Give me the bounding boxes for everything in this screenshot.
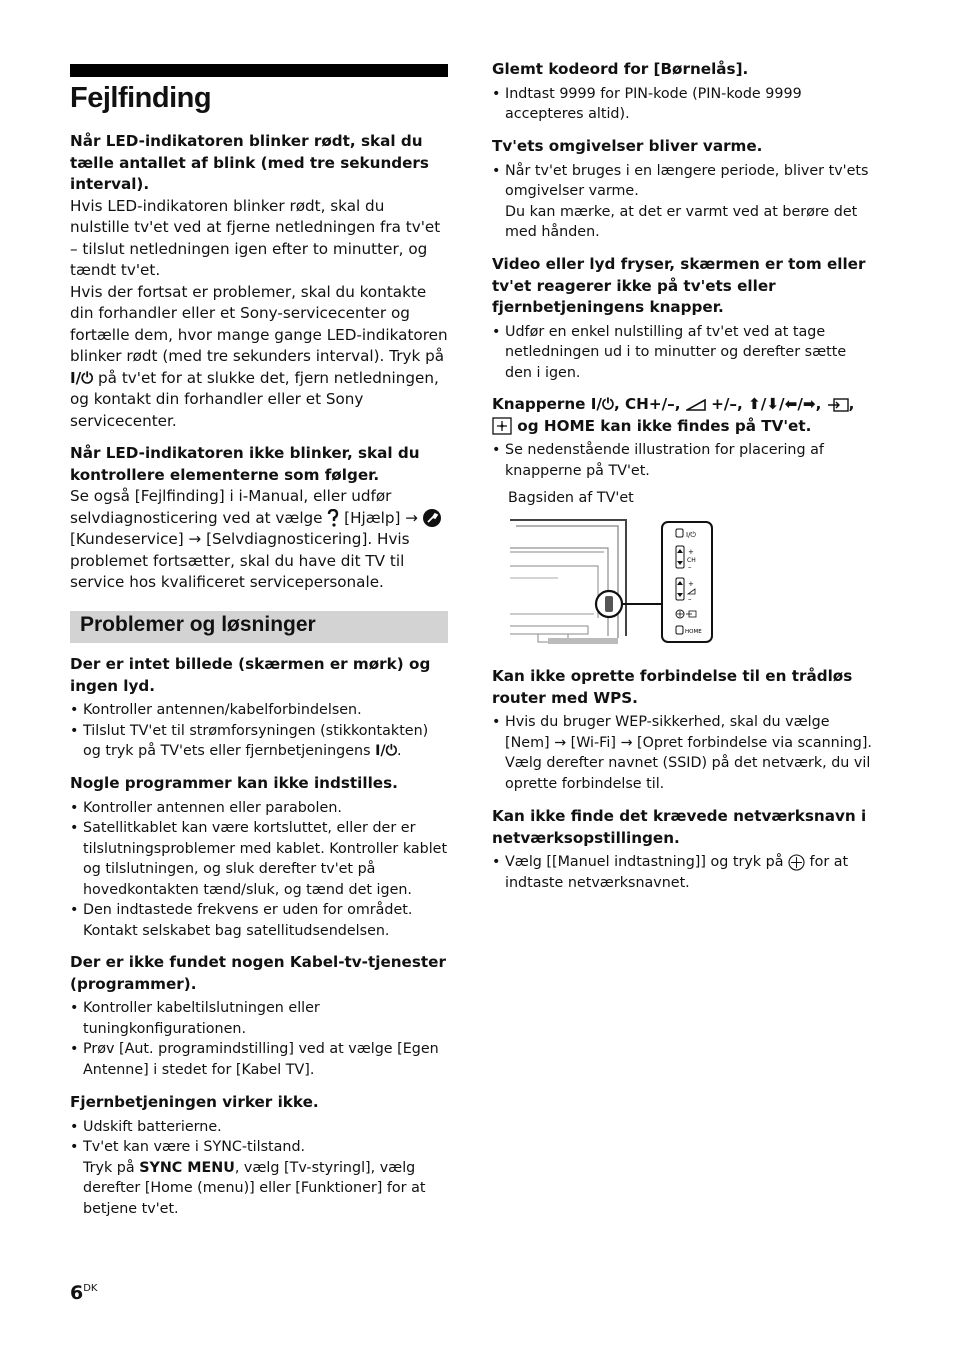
led-none-heading: Når LED-indikatoren ikke blinker, skal du kontrollere elementerne som følger. [70, 444, 420, 484]
led-none-block [70, 443, 448, 594]
answer-list [492, 161, 872, 243]
answer-list [70, 798, 448, 942]
question-heading: Nogle programmer kan ikke indstilles. [70, 774, 398, 792]
text-run: , CH+/–, [613, 395, 686, 413]
problem-remote [70, 1092, 448, 1219]
problem-buttons [492, 394, 872, 481]
sync-menu-label: SYNC MENU [139, 1159, 235, 1176]
home-label: HOME [685, 629, 702, 635]
title-bar [70, 64, 448, 77]
text-run: Hvis du bruger WEP-sikkerhed, skal du vælge [Nem] [505, 714, 830, 751]
problem-warm [492, 136, 872, 243]
text-run: [Selvdiagnosticering]. Hvis problemet fortsætter, skal du have dit TV til service hos kvalificeret servicepersonale. [70, 530, 410, 591]
led-red-paragraph-1: Hvis LED-indikatoren blinker rødt, skal du nulstille tv'et ved at fjerne netledningen fra tv'et – tilslut netledningen igen efter to minutter, og tændt tv'et. [70, 196, 441, 279]
text-run: Tv'et kan være i SYNC-tilstand. [83, 1139, 306, 1155]
page-number [70, 1282, 98, 1304]
text-run: [Wi-Fi] [566, 734, 621, 751]
problem-no-picture [70, 654, 448, 762]
led-red-paragraph-2 [70, 282, 448, 433]
text-run: . [396, 743, 402, 759]
text-run: +/–, [705, 395, 749, 413]
minus-label: – [688, 563, 692, 571]
text-run: [Kundeservice] [70, 530, 189, 548]
text-run: Vælg [[Manuel indtastning]] og tryk på [505, 854, 789, 870]
list-item [70, 1137, 448, 1219]
text-run: Du kan mærke, at det er varmt ved at berøre det med hånden. [505, 203, 858, 240]
help-icon [327, 509, 339, 527]
power-icon: I/⏻ [70, 368, 94, 387]
question-heading [492, 394, 872, 437]
problem-freeze [492, 254, 872, 383]
question-heading: Tv'ets omgivelser bliver varme. [492, 137, 763, 155]
page-number-suffix: DK [83, 1283, 98, 1294]
arrow-icon: → [554, 734, 567, 751]
section-title: Problemer og løsninger [80, 613, 316, 636]
text-run: , [848, 395, 855, 413]
text-run: Hvis der fortsat er problemer, skal du kontakte din forhandler eller et Sony-servicecenter og fortælle dem, hvor mange gange LED-indikatoren blinker rødt (med tre sekunders interval). Tryk på [70, 282, 448, 365]
enter-icon [788, 854, 805, 871]
page-number-value: 6 [70, 1282, 84, 1304]
list-item: • Kontroller antennen/kabelforbindelsen. [70, 700, 448, 721]
answer-list [70, 998, 448, 1080]
list-item: • Indtast 9999 for PIN-kode (PIN-kode 9999 accepteres altid). [492, 84, 872, 125]
question-heading: Video eller lyd fryser, skærmen er tom eller tv'et reagerer ikke på tv'ets eller fjernbetjeningens knapper. [492, 255, 866, 316]
list-item: • Se nedenstående illustration for placering af knapperne på TV'et. [492, 440, 872, 481]
volume-icon [686, 399, 706, 411]
list-item [70, 721, 448, 762]
question-heading: Der er intet billede (skærmen er mørk) og ingen lyd. [70, 655, 431, 695]
input-icon [827, 398, 849, 412]
answer-list [492, 712, 872, 794]
tv-back-diagram [508, 518, 718, 648]
answer-list [70, 700, 448, 762]
arrow-icon: → [405, 508, 419, 527]
power-icon: I/⏻ [375, 743, 397, 759]
text-run: Når tv'et bruges i en længere periode, bliver tv'ets omgivelser varme. [505, 162, 869, 199]
answer-list [70, 1117, 448, 1220]
enter-icon [492, 417, 512, 435]
question-heading: Kan ikke finde det krævede netværksnavn i netværksopstillingen. [492, 807, 867, 847]
problem-wps [492, 666, 872, 794]
problem-password [492, 59, 872, 125]
arrow-icon: → [620, 734, 633, 751]
led-red-block [70, 131, 448, 432]
question-heading: Fjernbetjeningen virker ikke. [70, 1093, 319, 1111]
list-item [492, 852, 872, 893]
problem-cable [70, 952, 448, 1080]
list-item: • Satellitkablet kan være kortsluttet, eller der er tilslutningsproblemer med kablet. Kontroller kablet og tilslutningen, og sluk derefter tv'et på hovedkontakten tænd/sluk, og tænd det igen. [70, 818, 448, 900]
text-run: , [815, 395, 827, 413]
ch-label: CH [687, 557, 696, 564]
text-run: for at indtaste netværksnavnet. [505, 854, 849, 891]
text-run: Tryk på [83, 1159, 140, 1176]
text-run: og HOME kan ikke findes på TV'et. [512, 416, 812, 435]
page-title: Fejlfinding [70, 82, 212, 114]
answer-list [492, 84, 872, 125]
plus-label: + [688, 580, 694, 588]
plus-label: + [688, 548, 694, 556]
problem-programs [70, 773, 448, 941]
power-icon: I/⏻ [590, 395, 614, 413]
list-item: • Den indtastede frekvens er uden for området. Kontakt selskabet bag satellitudsendelsen. [70, 900, 448, 941]
text-run: på tv'et for at slukke det, fjern netledningen, og kontakt din forhandler eller et Sony servicecenter. [70, 368, 439, 430]
list-item: • Udfør en enkel nulstilling af tv'et ved at tage netledningen ud i to minutter og derefter sætte den i igen. [492, 322, 872, 384]
text-run: [Opret forbindelse via scanning]. Vælg derefter navnet (SSID) på det netværk, du vil oprette forbindelse til. [505, 734, 872, 792]
minus-label: – [688, 595, 692, 603]
wrench-icon [423, 509, 441, 527]
list-item: • Prøv [Aut. programindstilling] ved at vælge [Egen Antenne] i stedet for [Kabel TV]. [70, 1039, 448, 1080]
power-label: I/⏻ [686, 531, 696, 539]
text-run: Se også [Fejlfinding] i i-Manual, eller udfør selvdiagnosticering ved at vælge [70, 487, 392, 527]
text-run: Knapperne [492, 395, 591, 413]
led-red-heading: Når LED-indikatoren blinker rødt, skal du tælle antallet af blink (med tre sekunders interval). [70, 132, 429, 193]
text-run: , vælg [Tv-styringl], vælg derefter [Home (menu)] eller [Funktioner] for at betjene tv'et. [83, 1159, 426, 1217]
section-header [70, 611, 448, 643]
diagram-caption: Bagsiden af TV'et [508, 490, 634, 506]
text-run: Tilslut TV'et til strømforsyningen (stikkontakten) og tryk på TV'ets eller fjernbetjeningens [83, 722, 429, 759]
question-heading: Kan ikke oprette forbindelse til en trådløs router med WPS. [492, 667, 853, 707]
answer-list [492, 852, 872, 893]
direction-icon: ⬆/⬇/⬅/➡ [748, 395, 816, 413]
problem-network [492, 806, 872, 893]
arrow-icon: → [188, 530, 202, 548]
list-item: • Kontroller antennen eller parabolen. [70, 798, 448, 819]
answer-list [492, 440, 872, 481]
text-run: [Hjælp] [339, 508, 406, 527]
list-item: • Udskift batterierne. [70, 1117, 448, 1138]
led-none-paragraph [70, 486, 448, 594]
list-item: • Kontroller kabeltilslutningen eller tuningkonfigurationen. [70, 998, 448, 1039]
answer-list [492, 322, 872, 384]
list-item [492, 161, 872, 243]
list-item [492, 712, 872, 794]
question-heading: Der er ikke fundet nogen Kabel-tv-tjenester (programmer). [70, 953, 446, 993]
question-heading: Glemt kodeord for [Børnelås]. [492, 60, 749, 78]
